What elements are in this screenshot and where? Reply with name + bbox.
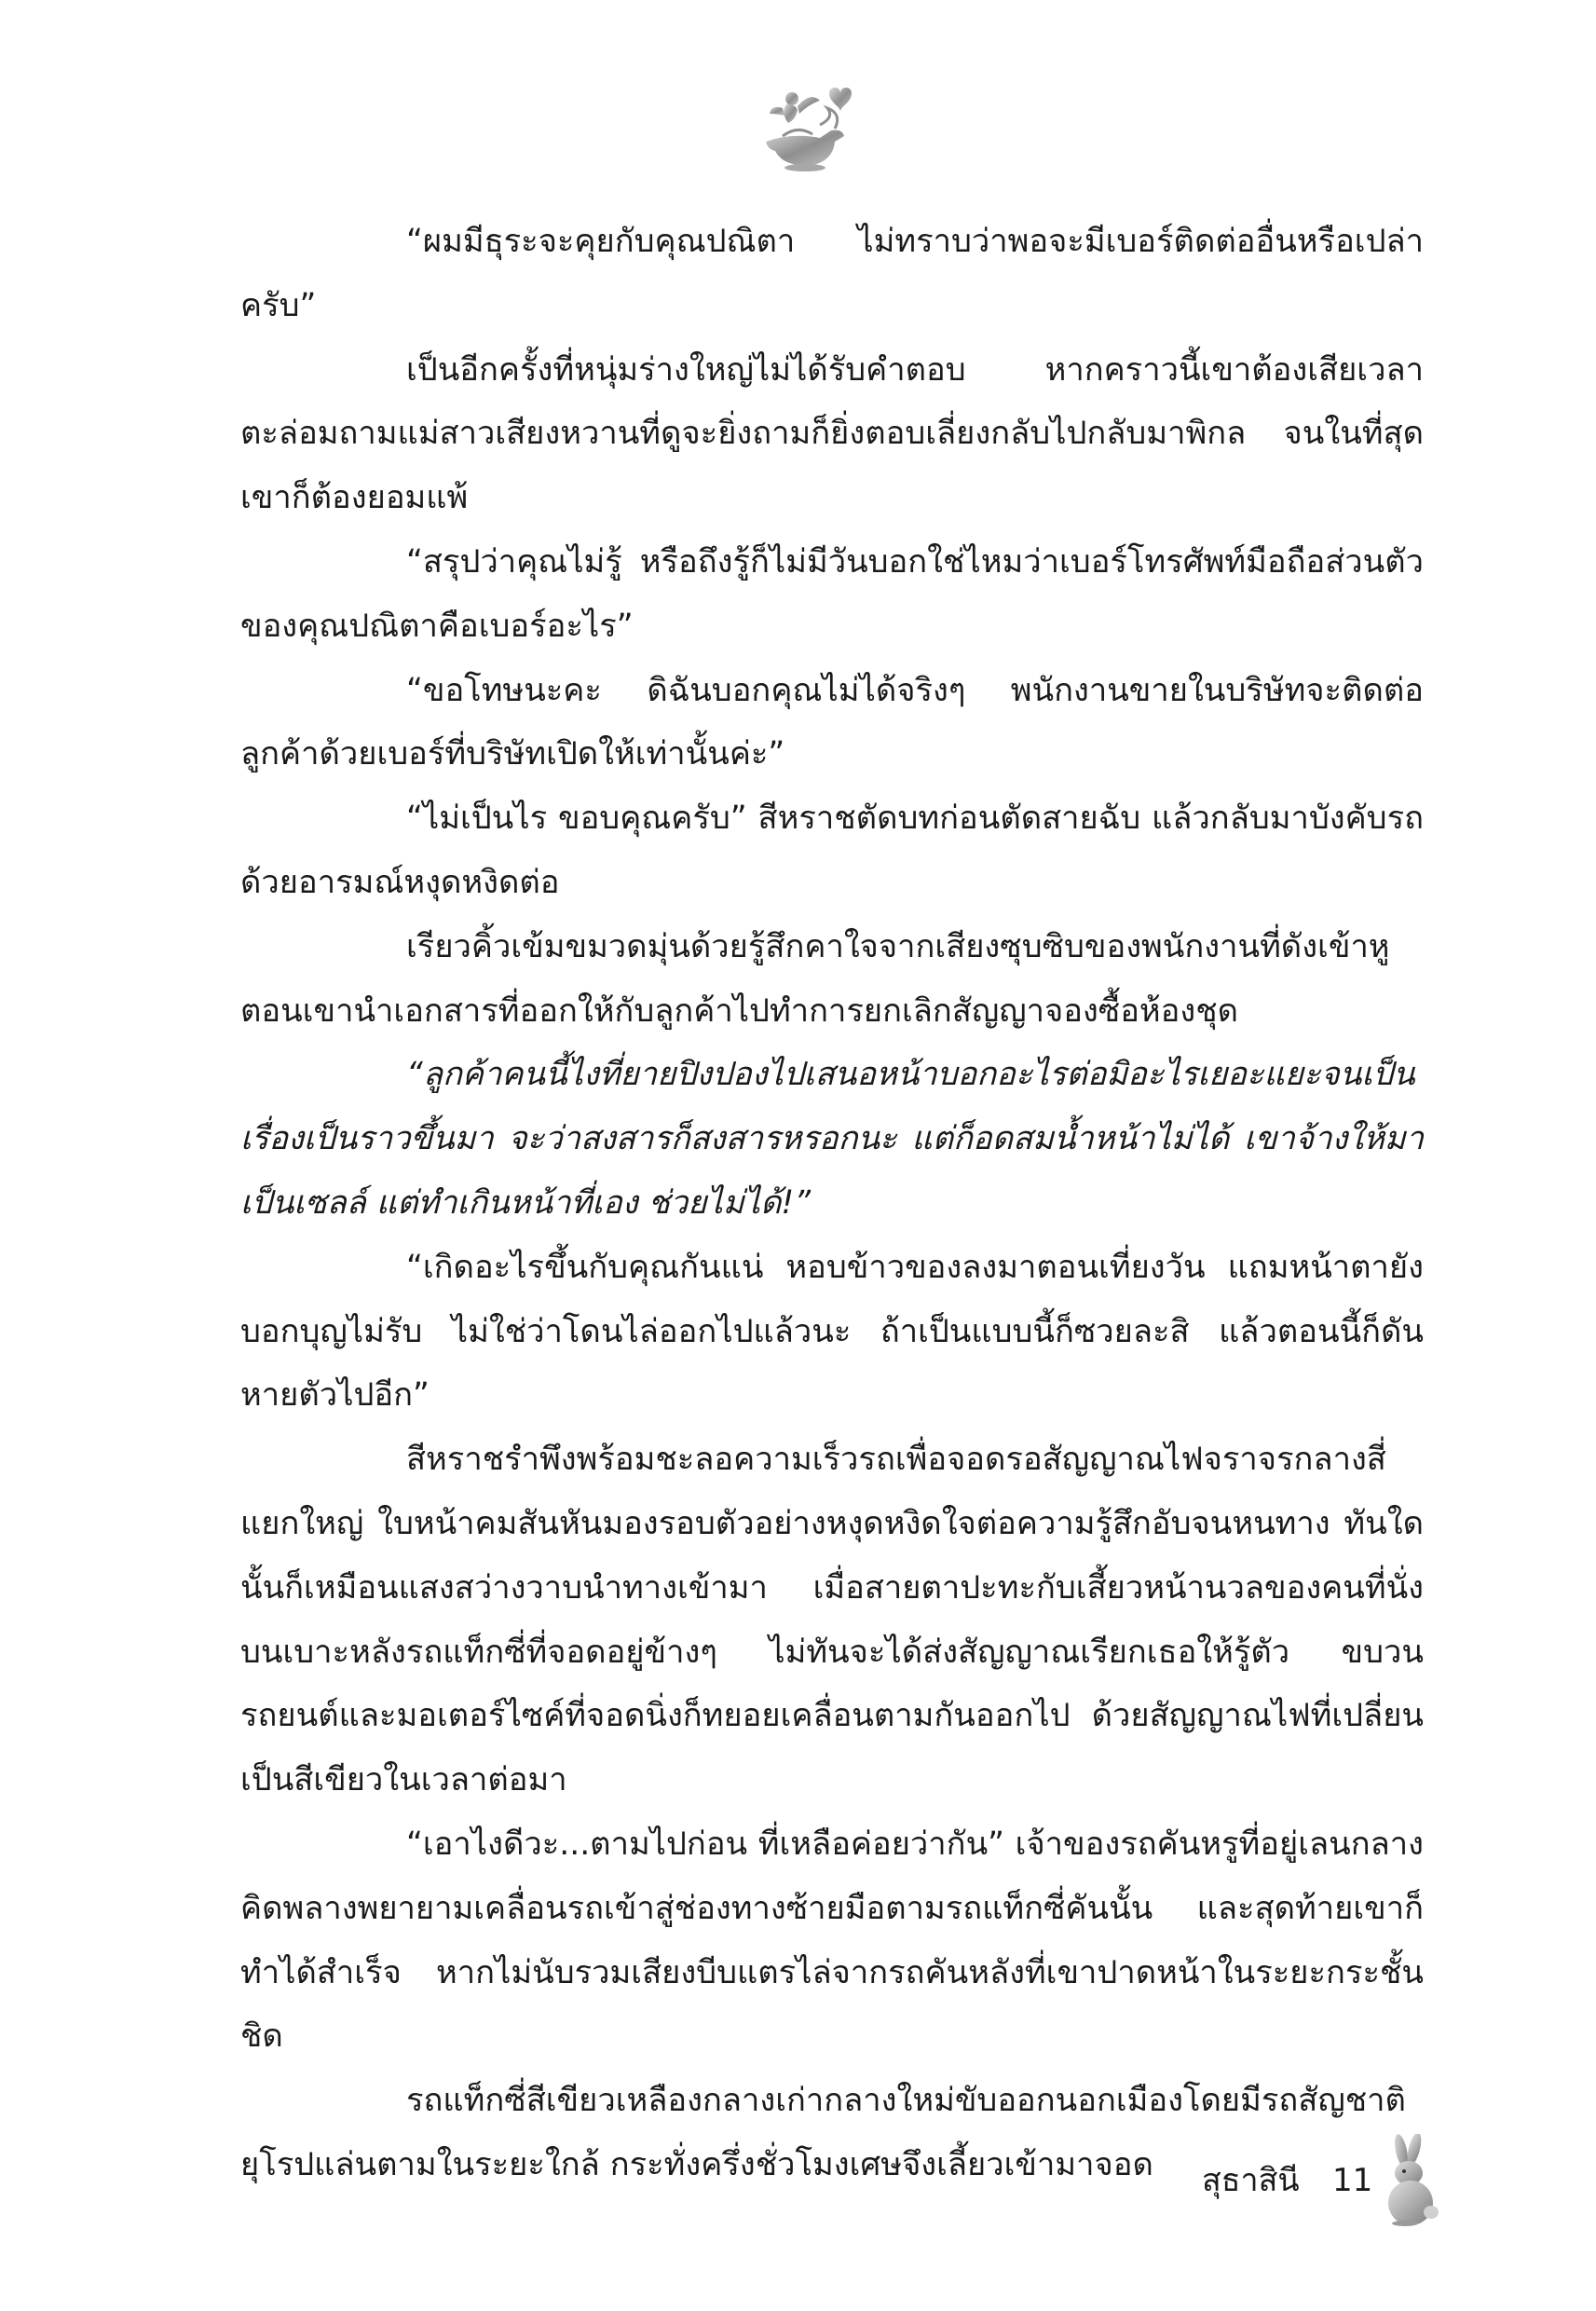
paragraph: “เกิดอะไรขึ้นกับคุณกันแน่ หอบข้าวของลงมาตอนเที่ยงวัน แถมหน้าตายังบอกบุญไม่รับ ไม่ใช่ว่าโดนไล่ออกไปแล้วนะ ถ้าเป็นแบบนี้ก็ซวยละสิ แล้วตอนนี้ก็ดันหายตัวไปอีก” — [240, 1248, 1424, 1415]
paragraph: สีหราชรำพึงพร้อมชะลอความเร็วรถเพื่อจอดรอสัญญาณไฟจราจรกลางสี่แยกใหญ่ ใบหน้าคมสันหันมองรอบตัวอย่างหงุดหงิดใจต่อความรู้สึกอับจนหนทาง ทันใดนั้นก็เหมือนแสงสว่างวาบนำทางเข้ามา เมื่อสายตาปะทะกับเสี้ยวหน้านวลของคนที่นั่งบนเบาะหลังรถแท็กซี่ที่จอดอยู่ข้างๆ ไม่ทันจะได้ส่งสัญญาณเรียกเธอให้รู้ตัว ขบวนรถยนต์และมอเตอร์ไซค์ที่จอดนิ่งก็ทยอยเคลื่อนตามกันออกไป ด้วยสัญญาณไฟที่เปลี่ยนเป็นสีเขียวในเวลาต่อมา — [240, 1441, 1424, 1799]
paragraph: เรียวคิ้วเข้มขมวดมุ่นด้วยรู้สึกคาใจจากเสียงซุบซิบของพนักงานที่ดังเข้าหูตอนเขานำเอกสารที่ออกให้กับลูกค้าไปทำการยกเลิกสัญญาจองซื้อห้องชุด — [240, 927, 1390, 1030]
page-footer — [1202, 2134, 1444, 2236]
paragraph: “ไม่เป็นไร ขอบคุณครับ” สีหราชตัดบทก่อนตัดสายฉับ แล้วกลับมาบังคับรถด้วยอารมณ์หงุดหงิดต่อ — [240, 800, 1424, 901]
paragraph: “เอาไงดีวะ...ตามไปก่อน ที่เหลือค่อยว่ากัน” เจ้าของรถคันหรูที่อยู่เลนกลางคิดพลางพยายามเคลื่อนรถเข้าสู่ช่องทางซ้ายมือตามรถแท็กซี่คันนั้น และสุดท้ายเขาก็ทำได้สำเร็จ หากไม่นับรวมเสียงบีบแตรไล่จากรถคันหลังที่เขาปาดหน้าในระยะกระชั้นชิด — [240, 1825, 1424, 2056]
paragraph: “ขอโทษนะคะ ดิฉันบอกคุณไม่ได้จริงๆ พนักงานขายในบริษัทจะติดต่อลูกค้าด้วยเบอร์ที่บริษัทเปิดให้เท่านั้นค่ะ” — [240, 671, 1424, 773]
footer-book-title: สุธาสินี — [1202, 2162, 1300, 2199]
paragraph: “สรุปว่าคุณไม่รู้ หรือถึงรู้ก็ไม่มีวันบอกใช่ไหมว่าเบอร์โทรศัพท์มือถือส่วนตัวของคุณปณิตาคือเบอร์อะไร” — [240, 542, 1424, 645]
paragraph: รถแท็กซี่สีเขียวเหลืองกลางเก่ากลางใหม่ขับออกนอกเมืองโดยมีรถสัญชาติยุโรปแล่นตามในระยะใกล้ กระทั่งครึ่งชั่วโมงเศษจึงเลี้ยวเข้ามาจอด — [240, 2082, 1406, 2183]
rabbit-icon — [1377, 2134, 1444, 2227]
teapot-cupid-ornament-icon — [755, 76, 857, 179]
paragraph-italic-quote: “ลูกค้าคนนี้ไงที่ยายปิงปองไปเสนอหน้าบอกอะไรต่อมิอะไรเยอะแยะจนเป็นเรื่องเป็นราวขึ้นมา จะว่าสงสารก็สงสารหรอกนะ แต่ก็อดสมน้ำหน้าไม่ได้ เขาจ้างให้มาเป็นเซลล์ แต่ทำเกินหน้าที่เอง ช่วยไม่ได้!” — [240, 1056, 1424, 1222]
paragraph: “ผมมีธุระจะคุยกับคุณปณิตา ไม่ทราบว่าพอจะมีเบอร์ติดต่ออื่นหรือเปล่าครับ” — [240, 223, 1424, 324]
chapter-body-text — [240, 210, 1424, 2197]
paragraph: เป็นอีกครั้งที่หนุ่มร่างใหญ่ไม่ได้รับคำตอบ หากคราวนี้เขาต้องเสียเวลาตะล่อมถามแม่สาวเสียงหวานที่ดูจะยิ่งถามก็ยิ่งตอบเลี่ยงกลับไปกลับมาพิกล จนในที่สุดเขาก็ต้องยอมแพ้ — [240, 350, 1424, 517]
page-number: 11 — [1332, 2162, 1373, 2199]
